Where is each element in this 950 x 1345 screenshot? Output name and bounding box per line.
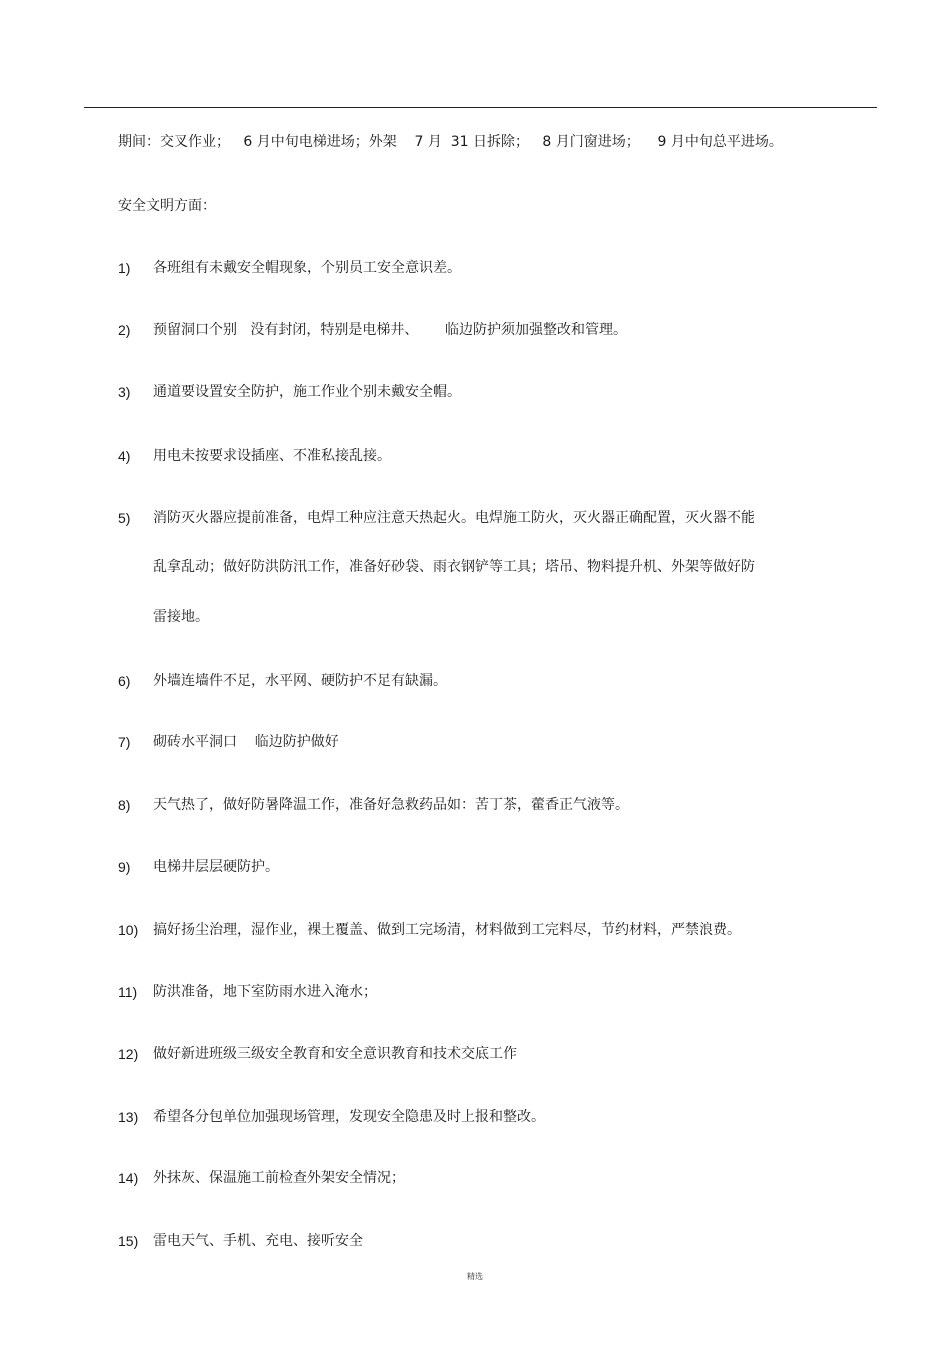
list-item-text: 希望各分包单位加强现场管理，发现安全隐患及时上报和整改。 [153, 1109, 545, 1125]
list-item-number: 12) [118, 1046, 139, 1062]
list-item-text: 雷电天气、手机、充电、接听安全 [153, 1233, 363, 1249]
list-item-continuation: 乱拿乱动；做好防洪防汛工作，准备好砂袋、雨衣钢铲等工具；塔吊、物料提升机、外架等做好防 [153, 559, 755, 575]
list-item-text: 用电未按要求设插座、不准私接乱接。 [153, 448, 391, 464]
list-item-number: 1) [118, 260, 131, 276]
header-rule [84, 107, 877, 108]
list-item-number: 14) [118, 1170, 139, 1186]
list-item-continuation: 雷接地。 [153, 609, 209, 625]
list-item-number: 15) [118, 1233, 139, 1249]
list-item-text: 做好新进班级三级安全教育和安全意识教育和技术交底工作 [153, 1046, 517, 1062]
list-item-text: 电梯井层层硬防护。 [153, 859, 279, 875]
list-item-number: 11) [118, 984, 138, 1000]
list-item-text: 搞好扬尘治理，湿作业，裸土覆盖、做到工完场清，材料做到工完料尽，节约材料，严禁浪费。 [153, 922, 741, 938]
list-item-number: 8) [118, 797, 131, 813]
list-item-text: 天气热了，做好防暑降温工作，准备好急救药品如：苦丁茶，藿香正气液等。 [153, 797, 629, 813]
list-item-text: 外墙连墙件不足，水平网、硬防护不足有缺漏。 [153, 673, 447, 689]
list-item-text: 各班组有未戴安全帽现象，个别员工安全意识差。 [153, 260, 461, 276]
list-item-text: 砌砖水平洞口 临边防护做好 [153, 734, 339, 750]
list-item-number: 10) [118, 922, 139, 938]
list-item-number: 5) [118, 510, 131, 526]
list-item-number: 7) [118, 734, 131, 750]
intro-line: 期间：交叉作业； 6 月中旬电梯进场；外架 7 月 31 日拆除； 8 月门窗进场； 9 月中旬总平进场。 [118, 134, 783, 150]
list-item-number: 9) [118, 859, 131, 875]
list-item-number: 2) [118, 322, 131, 338]
list-item-text: 防洪准备，地下室防雨水进入淹水； [153, 984, 377, 1000]
list-item-number: 4) [118, 448, 131, 464]
list-item-text: 外抹灰、保温施工前检查外架安全情况； [153, 1170, 405, 1186]
list-item-text: 预留洞口个别 没有封闭，特别是电梯井、 临边防护须加强整改和管理。 [153, 322, 628, 338]
list-item-text: 消防灭火器应提前准备，电焊工种应注意天热起火。电焊施工防火，灭火器正确配置，灭火器不能 [153, 510, 755, 526]
page-footer: 精选 [467, 1272, 483, 1281]
list-item-number: 3) [118, 384, 131, 400]
list-item-text: 通道要设置安全防护，施工作业个别未戴安全帽。 [153, 384, 461, 400]
section-heading: 安全文明方面： [118, 198, 216, 214]
list-item-number: 6) [118, 673, 131, 689]
list-item-number: 13) [118, 1109, 139, 1125]
